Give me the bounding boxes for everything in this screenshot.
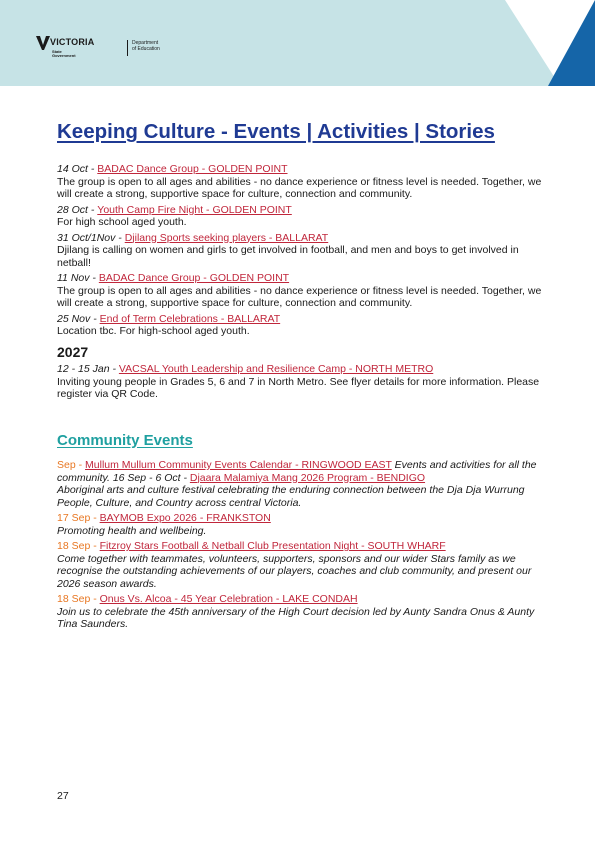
event-link[interactable]: BAYMOB Expo 2026 - FRANKSTON: [99, 512, 271, 524]
event-date: 16 Sep - 6 Oct: [112, 471, 181, 484]
department-name: [132, 40, 160, 52]
event-description: Djilang is calling on women and girls to get involved in football, and men and boys to get involved in netball!: [57, 244, 519, 269]
event-item: 28 Oct - Youth Camp Fire Night - GOLDEN POINT For high school aged youth.: [57, 204, 547, 229]
event-date: 25 Nov: [57, 312, 91, 325]
event-description: The group is open to all ages and abilities - no dance experience or fitness level is needed. Together, we will create a strong, supportive space for culture, connection and community.: [57, 284, 542, 309]
event-description: Join us to celebrate the 45th anniversary of the High Court decision led by Aunty Sandra Onus & Aunty Tina Saunders.: [57, 605, 535, 630]
event-date: 28 Oct: [57, 203, 88, 216]
event-item: 31 Oct/1Nov - Djilang Sports seeking players - BALLARAT Djilang is calling on women and girls to get involved in football, and men and boys to get involved in netball!: [57, 232, 547, 270]
event-date: 11 Nov: [57, 272, 90, 284]
event-item: 18 Sep - Fitzroy Stars Football & Netball Club Presentation Night - SOUTH WHARF Come together with teammates, volunteers, supporters, sponsors and our wider Stars family as we recognise the outstanding achievements of our players, coaches and club community, and present our 2026 season awards.: [57, 540, 547, 590]
event-description: Events and activities for all the community.: [57, 459, 537, 484]
event-link[interactable]: BADAC Dance Group - GOLDEN POINT: [97, 163, 288, 175]
event-item: 11 Nov - BADAC Dance Group - GOLDEN POINT The group is open to all ages and abilities - no dance experience or fitness level is needed. Together, we will create a strong, supportive space for culture, connection and community.: [57, 272, 547, 310]
community-events-heading: Community Events: [57, 431, 193, 449]
event-link[interactable]: Fitzroy Stars Football & Netball Club Presentation Night - SOUTH WHARF: [99, 540, 446, 552]
event-item: 25 Nov - End of Term Celebrations - BALLARAT Location tbc. For high-school aged youth.: [57, 313, 547, 338]
department-line-2: of Education: [132, 46, 160, 52]
year-heading: 2027: [57, 343, 89, 360]
logo-text: VICTORIA: [50, 37, 95, 47]
event-item: 12 - 15 Jan - VACSAL Youth Leadership and Resilience Camp - NORTH METRO Inviting young people in Grades 5, 6 and 7 in North Metro. See flyer details for more information. Please register via QR Code.: [57, 363, 547, 401]
event-item: 17 Sep - BAYMOB Expo 2026 - FRANKSTON Promoting health and wellbeing.: [57, 512, 547, 537]
victoria-v-icon: [36, 36, 50, 50]
event-date: Sep: [57, 459, 76, 471]
event-link[interactable]: Djaara Malamiya Mang 2026 Program - BENDIGO: [189, 471, 426, 484]
event-link[interactable]: Djilang Sports seeking players - BALLARAT: [124, 231, 329, 244]
page-title: Keeping Culture - Events | Activities | Stories: [57, 120, 495, 143]
event-description: Aboriginal arts and culture festival celebrating the enduring connection between the Dja Dja Wurrung People, Culture, and Country across central Victoria.: [57, 484, 525, 509]
logo-subtext: State Government: [52, 49, 76, 58]
event-date: 14 Oct: [57, 163, 88, 175]
event-item: 14 Oct - BADAC Dance Group - GOLDEN POINT The group is open to all ages and abilities - no dance experience or fitness level is needed. Together, we will create a strong, supportive space for culture, connection and community.: [57, 163, 547, 201]
event-link[interactable]: BADAC Dance Group - GOLDEN POINT: [98, 272, 290, 284]
events-2027-list: [57, 363, 547, 401]
event-description: The group is open to all ages and abilities - no dance experience or fitness level is needed. Together, we will create a strong, supportive space for culture, connection and community.: [57, 175, 542, 200]
event-description: Promoting health and wellbeing.: [57, 524, 207, 537]
logo-divider: [127, 40, 128, 56]
event-description: Inviting young people in Grades 5, 6 and 7 in North Metro. See flyer details for more information. Please register via QR Code.: [57, 375, 540, 400]
event-item: 18 Sep - Onus Vs. Alcoa - 45 Year Celebration - LAKE CONDAH Join us to celebrate the 45th anniversary of the High Court decision led by Aunty Sandra Onus & Aunty Tina Saunders.: [57, 593, 547, 631]
event-description: Come together with teammates, volunteers, supporters, sponsors and our wider Stars family as we recognise the outstanding achievements of our players, coaches and club community, and present our 2026 season awards.: [57, 552, 532, 590]
event-link[interactable]: VACSAL Youth Leadership and Resilience Camp - NORTH METRO: [118, 363, 434, 375]
event-date: 12 - 15 Jan: [57, 363, 110, 375]
page-number: 27: [57, 790, 69, 802]
events-list: [57, 163, 547, 338]
department-line-1: Department: [132, 40, 159, 46]
main-content: [57, 163, 547, 634]
event-date: 18 Sep: [57, 540, 91, 552]
event-date: 17 Sep: [57, 512, 91, 524]
community-event-sep: Sep - Mullum Mullum Community Events Calendar - RINGWOOD EAST Events and activities for all the community. 16 Sep - 6 Oct - Djaara Malamiya Mang 2026 Program - BENDIGO Aboriginal arts and culture festival celebrating the enduring connection between the Dja Dja Wurrung People, Culture, and Country across central Victoria.: [57, 459, 547, 509]
community-events-list: [57, 512, 547, 631]
event-date: 18 Sep: [57, 593, 91, 605]
event-date: 31 Oct/1Nov: [57, 231, 116, 244]
event-link[interactable]: Onus Vs. Alcoa - 45 Year Celebration - LAKE CONDAH: [99, 593, 358, 605]
event-link[interactable]: Mullum Mullum Community Events Calendar - RINGWOOD EAST: [85, 459, 392, 471]
event-link[interactable]: Youth Camp Fire Night - GOLDEN POINT: [97, 203, 292, 216]
event-link[interactable]: End of Term Celebrations - BALLARAT: [99, 312, 281, 325]
event-description: Location tbc. For high-school aged youth.: [57, 325, 250, 337]
event-description: For high school aged youth.: [57, 216, 187, 228]
